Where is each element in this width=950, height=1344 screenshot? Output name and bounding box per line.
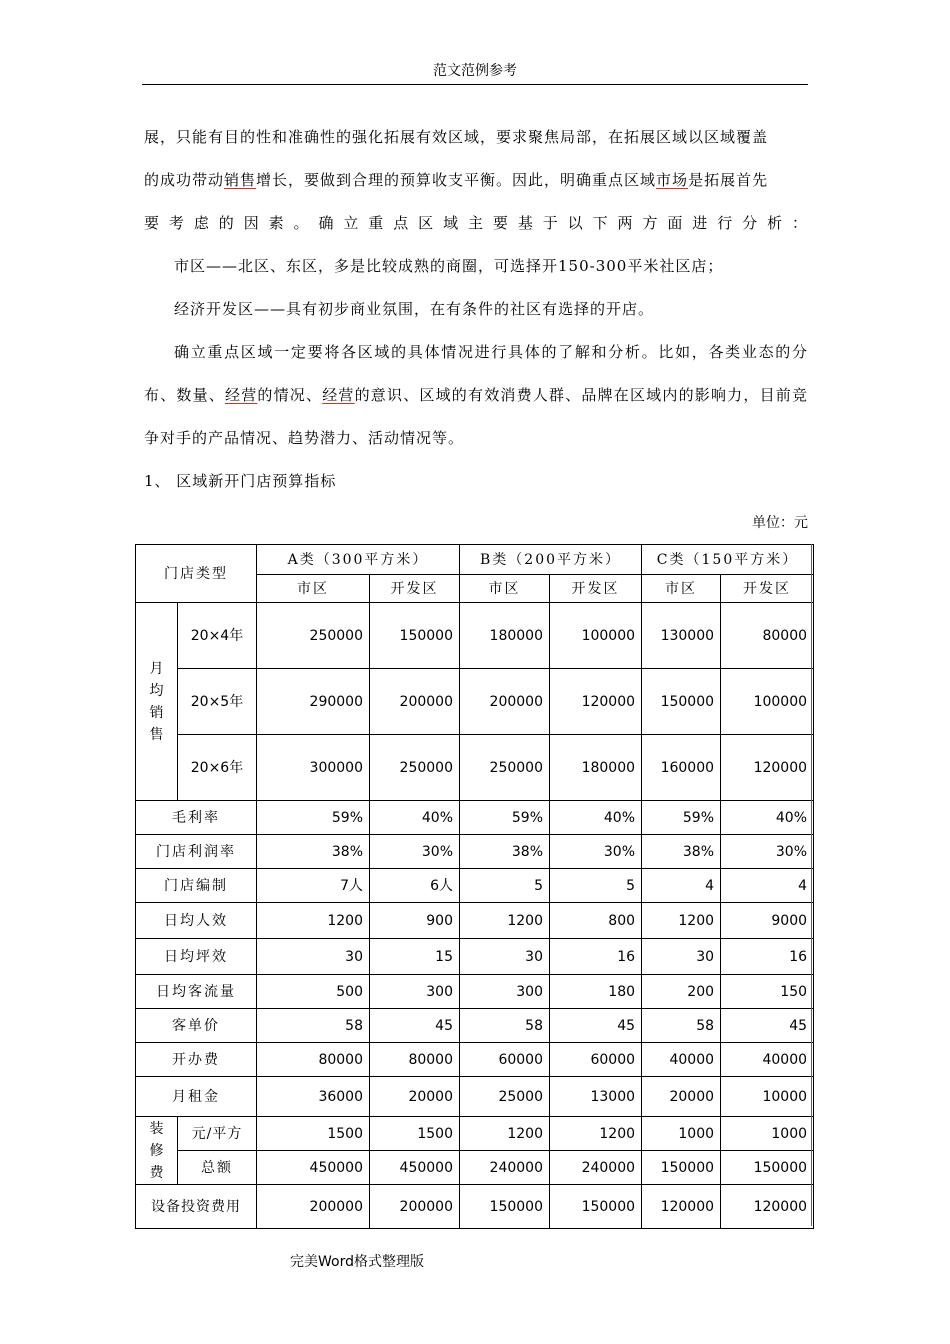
table-cell: 300: [370, 975, 460, 1009]
paragraph-4: [144, 331, 808, 460]
sales-row: [136, 735, 814, 801]
table-cell: 1500: [257, 1117, 370, 1151]
row-label: 总额: [178, 1151, 257, 1185]
table-cell: 59%: [257, 801, 370, 835]
row-label: 开办费: [136, 1043, 257, 1077]
group-b-header: B类（200平方米）: [460, 545, 642, 575]
table-cell: 100000: [550, 603, 642, 669]
vertical-label: 月均销售: [149, 660, 164, 743]
table-cell: 4: [642, 869, 721, 903]
table-cell: 30%: [370, 835, 460, 869]
table-cell: 200000: [257, 1185, 370, 1229]
table-cell: 1000: [642, 1117, 721, 1151]
text-run: 的成功带动: [144, 171, 225, 189]
year-cell: 20×5年: [178, 669, 257, 735]
sales-row: [136, 669, 814, 735]
table-cell: 38%: [257, 835, 370, 869]
decoration-row: [136, 1117, 814, 1151]
table-row: [136, 975, 814, 1009]
page-header: 范文范例参考: [142, 60, 808, 85]
unit-label: 单位：元: [752, 515, 808, 531]
table-cell: 150000: [550, 1185, 642, 1229]
underlined-word: 销售: [224, 171, 257, 189]
table-cell: 1200: [257, 903, 370, 939]
table-cell: 5: [550, 869, 642, 903]
table-cell: 120000: [550, 669, 642, 735]
text-run: 增长，要做到合理的预算收支平衡。因此，明确重点区域: [256, 171, 657, 189]
table-cell: 40000: [721, 1043, 814, 1077]
table-cell: 20000: [370, 1077, 460, 1117]
table-cell: 120000: [642, 1185, 721, 1229]
table-cell: 1200: [460, 1117, 550, 1151]
page-footer: 完美Word格式整理版: [290, 1254, 424, 1270]
table-cell: 900: [370, 903, 460, 939]
table-cell: 5: [460, 869, 550, 903]
paragraph-3: 经济开发区——具有初步商业氛围，在有条件的社区有选择的开店。: [174, 300, 655, 318]
table-cell: 60000: [550, 1043, 642, 1077]
underlined-word: 市场: [656, 171, 689, 189]
decoration-row: [136, 1151, 814, 1185]
table-row: [136, 1185, 814, 1229]
year-cell: 20×4年: [178, 603, 257, 669]
table-cell: 250000: [370, 735, 460, 801]
table-cell: 240000: [550, 1151, 642, 1185]
table-cell: 250000: [460, 735, 550, 801]
table-cell: 150000: [370, 603, 460, 669]
row-label: 门店利润率: [136, 835, 257, 869]
table-row: [136, 835, 814, 869]
underlined-word: 经营: [322, 386, 355, 404]
row-label: 日均客流量: [136, 975, 257, 1009]
table-cell: 80000: [370, 1043, 460, 1077]
table-cell: 25000: [460, 1077, 550, 1117]
table-cell: 30: [642, 939, 721, 975]
table-cell: 1200: [550, 1117, 642, 1151]
table-cell: 40%: [550, 801, 642, 835]
table-cell: 7人: [257, 869, 370, 903]
table-cell: 30: [460, 939, 550, 975]
table-cell: 1200: [460, 903, 550, 939]
table-header-row: [136, 545, 814, 575]
row-label: 设备投资费用: [136, 1185, 257, 1229]
table-cell: 180000: [460, 603, 550, 669]
subheader-dev: 开发区: [370, 575, 460, 603]
table-cell: 800: [550, 903, 642, 939]
sales-row: [136, 603, 814, 669]
table-cell: 150000: [460, 1185, 550, 1229]
table-cell: 58: [460, 1009, 550, 1043]
table-cell: 58: [642, 1009, 721, 1043]
table-cell: 30%: [721, 835, 814, 869]
table-cell: 38%: [460, 835, 550, 869]
group-a-header: A类（300平方米）: [257, 545, 460, 575]
table-cell: 36000: [257, 1077, 370, 1117]
table-cell: 58: [257, 1009, 370, 1043]
table-cell: 45: [550, 1009, 642, 1043]
paragraph-1-line-2: [144, 159, 808, 202]
text-run: 的意识、区域的有效消费人群、品牌在区域内的影响力，目前竞争对手的产品情况、趋势潜力、活动情况等。: [144, 386, 808, 447]
table-cell: 150000: [721, 1151, 814, 1185]
table-cell: 30: [257, 939, 370, 975]
table-cell: 40%: [721, 801, 814, 835]
row-label: 元/平方: [178, 1117, 257, 1151]
table-cell: 180000: [550, 735, 642, 801]
table-row: [136, 869, 814, 903]
vertical-label: 装修费: [149, 1120, 164, 1181]
table-row: [136, 1009, 814, 1043]
table-cell: 160000: [642, 735, 721, 801]
table-cell: 250000: [257, 603, 370, 669]
table-cell: 100000: [721, 669, 814, 735]
subheader-city: 市区: [257, 575, 370, 603]
revision-margin-line: [811, 544, 812, 1226]
table-cell: 200000: [370, 1185, 460, 1229]
year-cell: 20×6年: [178, 735, 257, 801]
table-cell: 1200: [642, 903, 721, 939]
table-cell: 150000: [642, 669, 721, 735]
table-cell: 13000: [550, 1077, 642, 1117]
table-cell: 45: [370, 1009, 460, 1043]
table-cell: 120000: [721, 1185, 814, 1229]
table-cell: 130000: [642, 603, 721, 669]
table-cell: 59%: [642, 801, 721, 835]
table-cell: 450000: [370, 1151, 460, 1185]
monthly-sales-label: [136, 603, 178, 801]
table-cell: 150: [721, 975, 814, 1009]
table-cell: 6人: [370, 869, 460, 903]
table-cell: 16: [550, 939, 642, 975]
table-cell: 45: [721, 1009, 814, 1043]
table-cell: 15: [370, 939, 460, 975]
subheader-dev: 开发区: [721, 575, 814, 603]
budget-table: [135, 544, 814, 1229]
subheader-dev: 开发区: [550, 575, 642, 603]
table-row: [136, 1043, 814, 1077]
table-cell: 120000: [721, 735, 814, 801]
table-cell: 240000: [460, 1151, 550, 1185]
paragraph-1: [144, 116, 808, 245]
subheader-city: 市区: [642, 575, 721, 603]
table-cell: 200000: [370, 669, 460, 735]
table-cell: 40000: [642, 1043, 721, 1077]
section-title: 1、 区域新开门店预算指标: [144, 472, 337, 490]
table-cell: 500: [257, 975, 370, 1009]
table-cell: 80000: [721, 603, 814, 669]
group-c-header: C类（150平方米）: [642, 545, 814, 575]
text-run: 确立重点区域一定要将各区域的具体情况进行具体的了解和分析。比如，各类业态的分布、数量、: [144, 343, 808, 404]
table-cell: 200000: [460, 669, 550, 735]
table-cell: 450000: [257, 1151, 370, 1185]
paragraph-1-line-3: 要考虑的因素。确立重点区域主要基于以下两方面进行分析：: [144, 214, 808, 232]
table-row: [136, 903, 814, 939]
row-label: 日均人效: [136, 903, 257, 939]
table-cell: 300000: [257, 735, 370, 801]
row-label: 毛利率: [136, 801, 257, 835]
table-cell: 60000: [460, 1043, 550, 1077]
table-cell: 1500: [370, 1117, 460, 1151]
table-cell: 59%: [460, 801, 550, 835]
table-cell: 300: [460, 975, 550, 1009]
row-label: 门店编制: [136, 869, 257, 903]
paragraph-1-line-1: 展，只能有目的性和准确性的强化拓展有效区域，要求聚焦局部，在拓展区域以区域覆盖: [144, 128, 769, 146]
store-type-header: 门店类型: [136, 545, 257, 603]
subheader-city: 市区: [460, 575, 550, 603]
row-label: 月租金: [136, 1077, 257, 1117]
text-run: 的情况、: [257, 386, 323, 404]
row-label: 客单价: [136, 1009, 257, 1043]
table-cell: 16: [721, 939, 814, 975]
table-row: [136, 801, 814, 835]
table-cell: 1000: [721, 1117, 814, 1151]
row-label: 日均坪效: [136, 939, 257, 975]
table-cell: 30%: [550, 835, 642, 869]
table-row: [136, 939, 814, 975]
table-cell: 9000: [721, 903, 814, 939]
decoration-label: [136, 1117, 178, 1185]
paragraph-2: 市区——北区、东区，多是比较成熟的商圈，可选择开150-300平米社区店；: [174, 257, 724, 275]
table-cell: 20000: [642, 1077, 721, 1117]
table-cell: 38%: [642, 835, 721, 869]
table-cell: 80000: [257, 1043, 370, 1077]
table-cell: 200: [642, 975, 721, 1009]
table-cell: 40%: [370, 801, 460, 835]
table-cell: 10000: [721, 1077, 814, 1117]
table-row: [136, 1077, 814, 1117]
text-run: 是拓展首先: [688, 171, 769, 189]
table-cell: 290000: [257, 669, 370, 735]
underlined-word: 经营: [225, 386, 258, 404]
table-cell: 150000: [642, 1151, 721, 1185]
table-cell: 4: [721, 869, 814, 903]
table-cell: 180: [550, 975, 642, 1009]
